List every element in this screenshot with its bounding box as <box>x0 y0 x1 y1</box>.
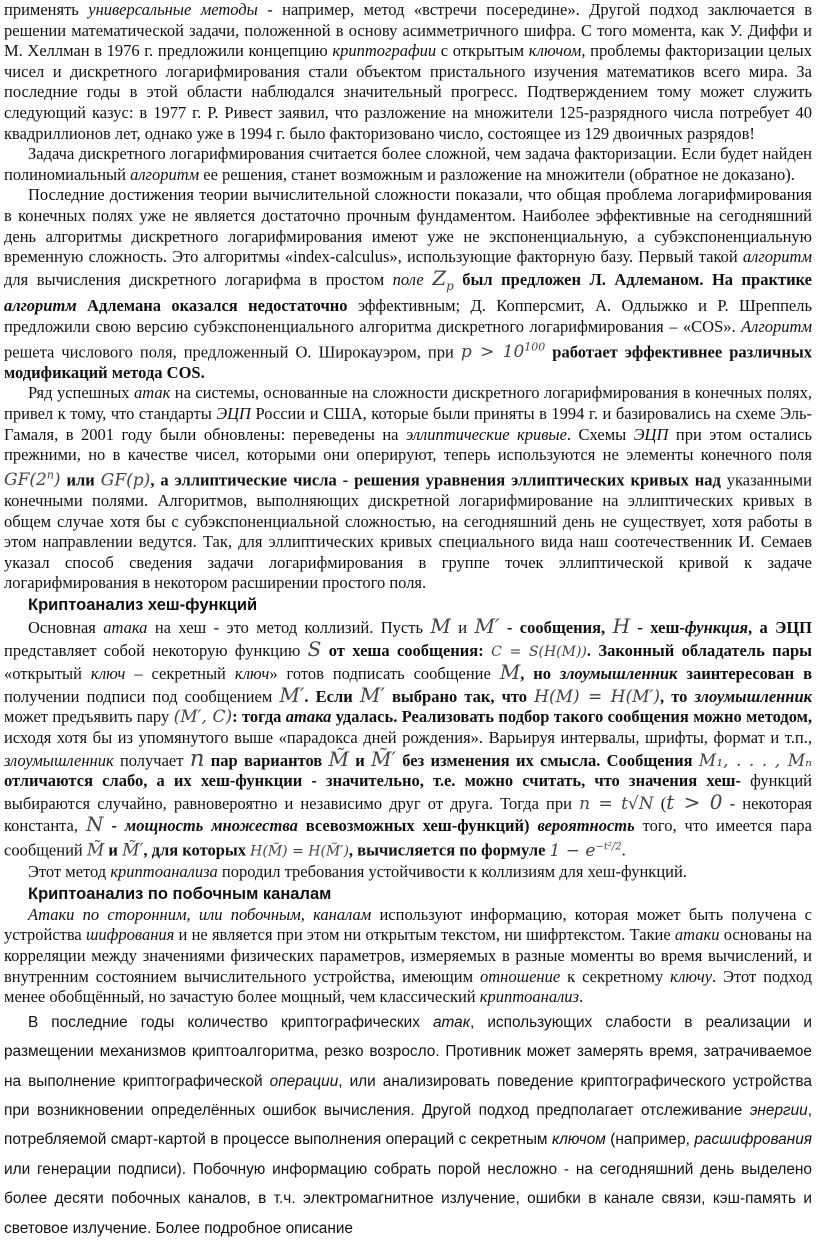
text: используют информацию, которая может быть получена с устройства <box>4 904 812 945</box>
paragraph-factorization <box>4 0 812 144</box>
text-bold: заинтересован в <box>677 664 812 684</box>
formula-gf2n <box>4 470 61 490</box>
formula-m: M <box>430 613 451 638</box>
term: атаки <box>674 925 720 945</box>
text: , проблемы факторизации целых чисел и дискретного логарифмирования стали объектом пристального изучения математиков всего мира. За последние годы в этой области наблюдался значительный прогресс. Подтверждением тому может служить следующий казус: в 1977 г. Р. Ривест заявил, что разложение на множители 125-разрядного числа потребует 40 квадриллионов лет, однако уже в 1994 г. было факторизовано число, состоящее из 129 двоичных разрядов! <box>4 41 812 143</box>
term: Алгоритм <box>741 316 812 336</box>
paragraph-attacks <box>4 383 812 594</box>
paragraph-side-channel <box>4 905 812 1008</box>
text-bold: и <box>104 840 123 860</box>
term: энергии <box>749 1101 808 1119</box>
term: криптоанализа <box>110 862 218 882</box>
text: . Этот подход менее обобщённый, но зачастую более мощный, чем классический <box>4 966 813 1007</box>
text-bold: , а ЭЦП <box>748 617 813 637</box>
paragraph-collision-resistance <box>4 862 812 883</box>
text: с открытым <box>436 41 529 61</box>
text: » готов подписать сообщение <box>269 664 500 684</box>
formula-m-tilde-prime: M̃′ <box>370 746 396 771</box>
term: алгоритм <box>130 164 200 184</box>
heading-hash-cryptanalysis: Криптоанализ хеш-функций <box>28 595 258 614</box>
formula-s: S <box>307 636 322 661</box>
text-bold: выбрано так, что <box>384 686 535 706</box>
text-bold: или <box>60 470 101 490</box>
term: операции <box>269 1072 339 1090</box>
term: атак <box>432 1013 471 1031</box>
text-bold: пар вариантов <box>204 750 329 770</box>
term: отношение <box>480 966 561 986</box>
formula-m-tilde: M̃ <box>328 746 349 771</box>
formula-m-tilde-prime: M̃′ <box>122 840 144 861</box>
text: к секретному <box>560 966 671 986</box>
text: ( <box>653 793 667 813</box>
text-bold: работает эффективнее различных модификаций метода COS. <box>4 342 812 382</box>
formula-cap-n: N <box>85 812 104 837</box>
text-bold: : тогда <box>232 707 286 727</box>
text-bold: , но <box>520 664 560 684</box>
formula-text: 1 − e <box>549 840 596 861</box>
text: - например, метод «встречи посередине». Другой подход заключается в решении математической задачи, положенной в основу асимметричного шифра. С того момента, как У. Диффи и М. Хеллман в 1976 г. предложили концепцию <box>4 0 812 61</box>
term: алгоритм <box>742 247 812 267</box>
text-bold: , а эллиптические числа - решения уравнения эллиптических кривых над <box>150 470 721 490</box>
text: эффективным; Д. Копперсмит, А. Одлыжко и Р. Шреппель предложили свою версию субэкспоненциального алгоритма дискретного логарифмирования – «COS». <box>4 296 813 336</box>
term: злоумышленник <box>559 664 678 684</box>
text: породил требования устойчивости к коллизиям для хеш-функций. <box>217 862 687 882</box>
term: ключ <box>234 664 270 684</box>
term: алгоритм <box>4 296 77 316</box>
text: Ряд успешных <box>28 383 134 403</box>
text-bold: . Законный обладатель пары <box>586 640 813 660</box>
formula-probability <box>550 841 622 861</box>
term: ключу <box>670 966 713 986</box>
term: криптоанализ <box>479 987 579 1007</box>
term: ключ <box>90 664 126 684</box>
formula-sup: −t²/2 <box>595 840 622 852</box>
text: Этот метод <box>28 862 111 882</box>
heading-side-channel: Криптоанализ по побочным каналам <box>28 884 332 903</box>
formula-sup: 100 <box>524 340 546 354</box>
formula-zp: $Z_p$ <box>432 265 454 293</box>
term: злоумышленник <box>4 750 114 770</box>
text: получает <box>113 750 190 770</box>
term: ключом <box>551 1131 606 1149</box>
text: получении подписи под сообщением <box>4 686 280 706</box>
formula-h: H <box>612 613 631 638</box>
formula-t-positive: t > 0 <box>666 789 723 814</box>
text: применять <box>4 0 89 19</box>
text-bold: всевозможных хеш-функций) <box>297 816 538 836</box>
text: может предъявить пару <box>4 707 174 727</box>
formula-text: GF(2 <box>4 470 47 491</box>
term: злоумышленник <box>694 686 813 706</box>
paragraph-recent-attacks <box>4 1008 812 1243</box>
formula-text: ) <box>53 470 61 491</box>
term: ЭЦП <box>216 403 251 423</box>
text-bold: и <box>348 750 371 770</box>
term: Атаки по сторонним, или побочным, каналам <box>28 904 372 924</box>
term: эллиптические кривые <box>406 424 567 444</box>
text-bold: без изменения их смысла. Сообщения <box>396 750 693 770</box>
text: на хеш - это метод коллизий. Пусть <box>147 617 431 637</box>
text: - некоторая константа, <box>4 793 813 836</box>
paragraph-collision <box>4 613 813 862</box>
text: «открытый <box>4 664 91 684</box>
term: атака <box>285 707 332 727</box>
text-bold: - <box>103 816 125 836</box>
formula-hash-equal: H(M) = H(M′) <box>534 686 661 707</box>
formula-n-sqrt: n = t√N <box>579 793 654 814</box>
text: ее решения, станет возможным и разложение на множители (обратное не доказано). <box>199 164 795 184</box>
term: функция <box>684 617 748 637</box>
formula-messages: M₁, . . . , Mₙ <box>698 750 812 771</box>
formula-m-prime: M′ <box>474 613 500 638</box>
text: , использующих слабости в реализации и размещении механизмов криптоалгоритма, резко возросло. Противник может замерять время, затрачиваемое на выполнение криптографической <box>4 1013 813 1090</box>
text: функций выбираются случайно, равновероятно и независимо друг от друга. Тогда при <box>4 771 812 813</box>
formula-p-gt <box>461 342 545 362</box>
formula-m: M <box>499 660 521 685</box>
formula-m-prime: M′ <box>279 682 305 707</box>
text: Последние достижения теории вычислительной сложности показали, что общая проблема логарифмирования в конечных полях уже не является достаточно прочным фундаментом. Наиболее эффективные на сегодняшний день алгоритмы дискретного логарифмирования имеют уже не экспоненциальную, а субэкспоненциальную временную сложность. Это алгоритмы «index-calculus», использующие факторную базу. Первый такой <box>4 185 812 267</box>
text: исходя хотя бы из упомянутого выше «парадокса дней рождения». Варьируя интервалы, шрифты, формат и т.п., <box>4 727 812 747</box>
text: решета числового поля, предложенный О. Широкауэром, при <box>4 342 461 362</box>
paragraph-complexity <box>4 185 812 383</box>
text: или генерации подписи). Побочную информацию собрать порой несложно - на сегодняшний день выделено более десяти побочных каналов, в т.ч. электромагнитное излучение, ошибки в канале связи, кэш-память и световое излучение. Более подробное описание <box>4 1160 812 1237</box>
text-bold: был предложен Л. Адлеманом. На практике <box>453 269 813 289</box>
text: указанными конечными полями. Алгоритмов, выполняющих дискретной логарифмирование на эллиптических кривых в общем случае хотя бы с субэкспоненциальной сложностью, на сегодняшний день не существует, хотя работы в этом направлении ведутся. Так, для эллиптических кривых специального вида наш соотечественник И. Семаев указал способ сведения задачи логарифмирования в группе точек эллиптической кривой к задаче логарифмирования в некотором расширении простого поля. <box>4 470 812 593</box>
text-bold: отличаются слабо, а их хеш-функции - значительно, т.е. можно считать, что значения хеш- <box>4 771 741 791</box>
text-bold: удалась. Реализовать подбор такого сообщения можно методом, <box>331 707 812 727</box>
text-bold: , для которых <box>143 840 251 860</box>
text: . <box>578 987 584 1007</box>
formula-text: p > 10 <box>460 342 525 363</box>
text-bold: от хеша сообщения: <box>321 640 492 660</box>
text: того, что имеется пара сообщений <box>4 816 812 860</box>
text-bold: - сообщения, <box>499 617 613 637</box>
term: расшифрования <box>694 1131 812 1149</box>
text: на системы, основанные на сложности дискретного логарифмирования в конечных полях, привел к тому, что стандарты <box>4 383 812 423</box>
formula-gfp: GF(p) <box>100 470 151 491</box>
formula-pair: (M′, C) <box>173 707 233 728</box>
text: основаны на корреляции между значениями физических параметров, измеряемых в разные моменты во время вычислений, и внутренним состоянием вычислительного устройства, имеющим <box>4 925 812 986</box>
term: ключом <box>528 41 582 61</box>
formula-n: n <box>189 745 205 772</box>
text: Задача дискретного логарифмирования считается более сложной, чем задача факторизации. Если будет найден полиномиальный <box>4 144 812 184</box>
text-bold: - хеш- <box>630 617 685 637</box>
text: , потребляемой смарт-картой в процессе выполнения операций с секретным <box>4 1101 812 1149</box>
formula-m-tilde: M̃ <box>86 840 105 861</box>
formula-hash-equal-tilde: H(M̃) = H(M̃′) <box>250 843 349 860</box>
text: , или анализировать поведение криптографического устройства при возникновении определённых ошибок вычисления. Другой подход предполагает отслеживание <box>4 1072 812 1119</box>
term: атак <box>133 383 171 403</box>
term: ЭЦП <box>633 424 669 444</box>
paragraph-discrete-log <box>4 144 812 185</box>
text: – секретный <box>125 664 235 684</box>
term: шифрования <box>85 925 175 945</box>
text-bold: , вычисляется по формуле <box>348 840 550 860</box>
text: . <box>621 840 626 860</box>
text: России и США, которые были приняты в 1994 г. и базировались на схеме Эль-Гамаля, в 2001 году были обновлены: переведены на <box>4 403 813 444</box>
term: мощность множества <box>124 816 298 836</box>
formula-c: C = S(H(M)) <box>491 643 587 660</box>
text: представляет собой некоторую функцию <box>4 640 308 660</box>
text-bold: . Если <box>304 686 360 706</box>
text: (например, <box>605 1131 695 1149</box>
text-bold: , то <box>660 686 695 706</box>
term: атака <box>103 617 148 637</box>
text: В последние годы количество криптографических <box>28 1013 433 1031</box>
formula-sup: n <box>46 468 54 482</box>
formula-m-prime: M′ <box>359 682 385 707</box>
term: вероятность <box>537 816 635 836</box>
text: и <box>450 617 475 637</box>
text: при этом остались прежними, но в качестве чисел, которыми они оперируют, теперь используются не элементы конечного поля <box>4 424 813 465</box>
text: Основная <box>28 617 104 637</box>
term: универсальные методы <box>88 0 258 19</box>
text: и не является при этом ни открытым текстом, ни шифртекстом. Такие <box>174 925 675 945</box>
text-bold: Адлемана оказался недостаточно <box>76 296 348 316</box>
formula-zp-sub: p <box>446 278 454 293</box>
term: криптографии <box>332 41 437 61</box>
term: поле <box>392 269 424 289</box>
text: . Схемы <box>566 424 634 444</box>
text: для вычисления дискретного логарифма в простом <box>4 269 393 289</box>
